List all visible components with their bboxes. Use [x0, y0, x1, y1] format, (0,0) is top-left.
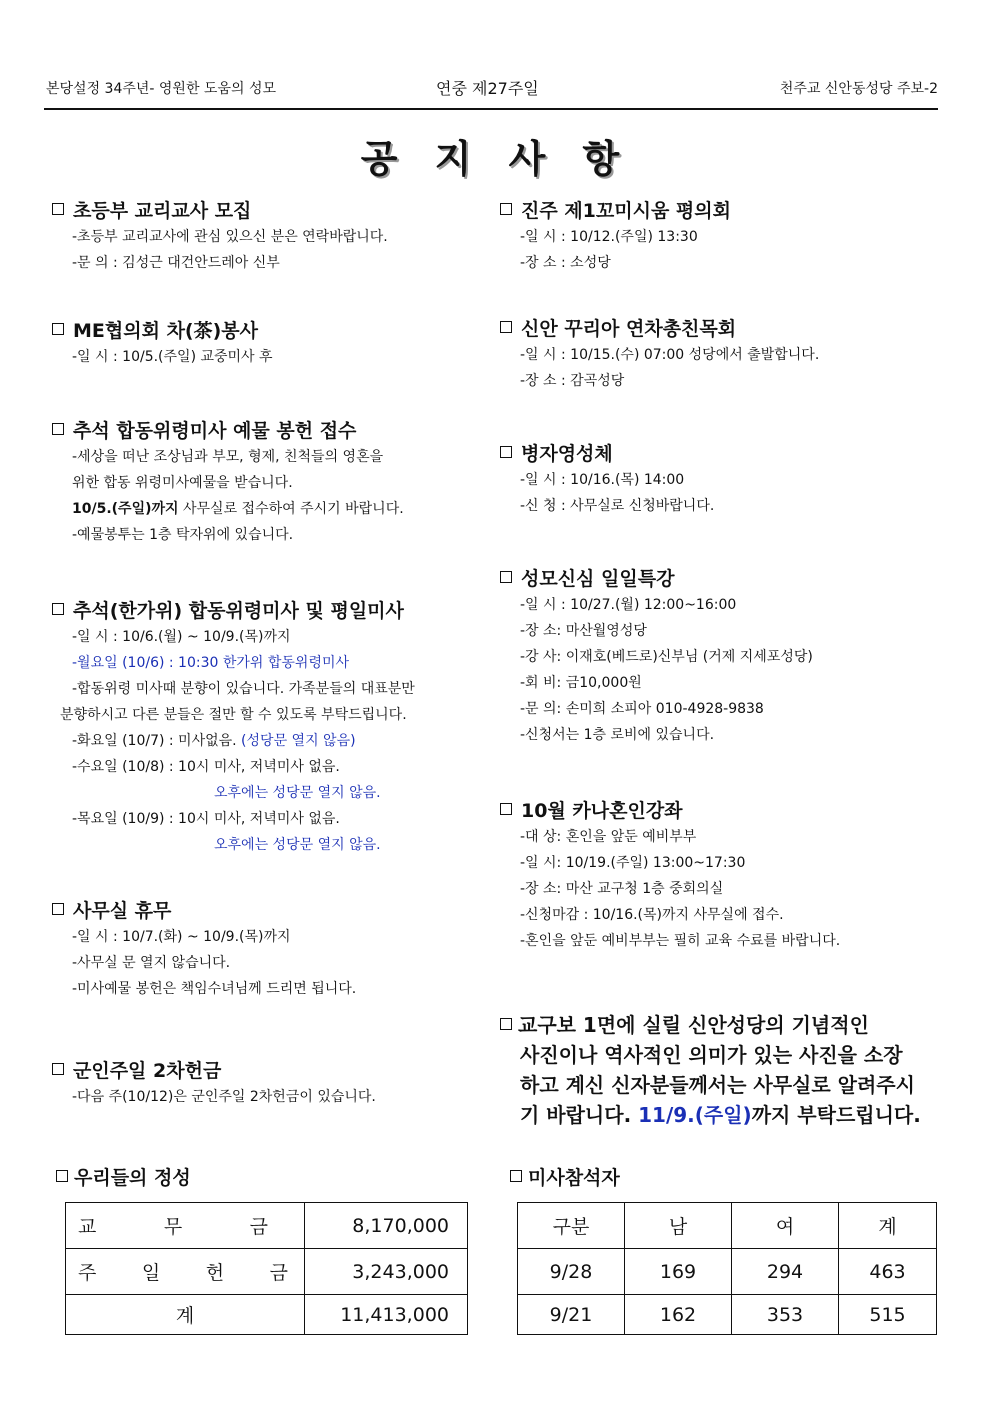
table-header-row	[518, 1203, 937, 1249]
deadline-text: 10/5.(주일)까지	[72, 501, 179, 517]
checkbox-icon	[52, 1063, 64, 1075]
checkbox-icon	[52, 903, 64, 915]
section-line: -초등부 교리교사에 관심 있으신 분은 연락바랍니다.	[72, 229, 388, 245]
section-line: -일 시 : 10/16.(목) 14:00	[520, 472, 685, 488]
section-heading: 추석 합동위령미사 예물 봉헌 접수	[73, 420, 357, 442]
checkbox-icon	[52, 323, 64, 335]
table-cell: 162	[625, 1295, 732, 1335]
offering-label: 교 무 금	[66, 1203, 305, 1249]
header-rule	[44, 108, 938, 110]
header-center: 연중 제27주일	[436, 79, 539, 98]
section-line: -일 시 : 10/15.(수) 07:00 성당에서 출발합니다.	[520, 347, 820, 363]
section-line-highlight: (성당문 열지 않음)	[236, 733, 356, 749]
checkbox-icon	[52, 423, 64, 435]
section-line: -화요일 (10/7) : 미사없음. (성당문 열지 않음)	[72, 733, 356, 749]
section-line: -세상을 떠난 조상님과 부모, 형제, 친척들의 영혼을	[72, 449, 384, 465]
checkbox-icon	[56, 1170, 68, 1182]
table-cell: 9/21	[518, 1295, 625, 1335]
section-line: -강 사: 이재호(베드로)신부님 (거제 지세포성당)	[520, 649, 813, 665]
checkbox-icon	[500, 203, 512, 215]
section-heading: 신안 꾸리아 연차총친목회	[521, 318, 737, 340]
section-line-highlight: -월요일 (10/6) : 10:30 한가위 합동위령미사	[72, 655, 350, 671]
section-line: -사무실 문 열지 않습니다.	[72, 955, 231, 971]
notice-line: 사진이나 역사적인 의미가 있는 사진을 소장	[520, 1043, 903, 1067]
table-cell: 463	[839, 1249, 937, 1295]
section-line: -일 시 : 10/12.(주일) 13:30	[520, 229, 698, 245]
section-heading: ME협의회 차(茶)봉사	[73, 320, 258, 342]
section-line: -문 의: 손미희 소피아 010-4928-9838	[520, 701, 764, 717]
checkbox-icon	[500, 803, 512, 815]
section-line: 위한 합동 위령미사예물을 받습니다.	[72, 475, 293, 491]
offering-value: 3,243,000	[305, 1249, 468, 1295]
section-comitium	[500, 198, 945, 276]
offering-label: 주 일 헌 금	[66, 1249, 305, 1295]
section-line: -다음 주(10/12)은 군인주일 2차헌금이 있습니다.	[72, 1089, 376, 1105]
checkbox-icon	[500, 321, 512, 333]
section-line: -미사예물 봉헌은 책임수녀님께 드리면 됩니다.	[72, 981, 357, 997]
section-line: -대 상: 혼인을 앞둔 예비부부	[520, 829, 697, 845]
offering-label: 계	[66, 1295, 305, 1335]
section-memorial-offering	[52, 418, 497, 548]
section-line: -목요일 (10/9) : 10시 미사, 저녁미사 없음.	[72, 811, 340, 827]
offering-value: 11,413,000	[305, 1295, 468, 1335]
table-cell: 294	[732, 1249, 839, 1295]
notice-line: 기 바랍니다. 11/9.(주일)까지 부탁드립니다.	[520, 1103, 921, 1127]
section-heading: 사무실 휴무	[73, 900, 172, 922]
table-cell: 9/28	[518, 1249, 625, 1295]
checkbox-icon	[500, 571, 512, 583]
table-row	[518, 1249, 937, 1295]
section-line-rest: 사무실로 접수하여 주시기 바랍니다.	[178, 501, 404, 517]
section-line: -장 소: 마산월영성당	[520, 623, 647, 639]
section-line: -합동위령 미사때 분향이 있습니다. 가족분들의 대표분만	[72, 681, 415, 697]
section-line: -일 시 : 10/7.(화) ~ 10/9.(목)까지	[72, 929, 291, 945]
section-heading: 군인주일 2차헌금	[73, 1060, 222, 1082]
section-cana-course	[500, 798, 945, 954]
table-row	[66, 1203, 468, 1249]
section-line: -일 시 : 10/6.(월) ~ 10/9.(목)까지	[72, 629, 291, 645]
header-left: 본당설정 34주년- 영원한 도움의 성모	[46, 81, 277, 97]
table-cell: 169	[625, 1249, 732, 1295]
section-heading: 초등부 교리교사 모집	[73, 200, 252, 222]
page-header	[46, 76, 938, 100]
section-line: -신 청 : 사무실로 신청바랍니다.	[520, 498, 715, 514]
section-line-highlight: 오후에는 성당문 열지 않음.	[214, 785, 381, 801]
section-me-tea	[52, 318, 497, 370]
section-line: 분향하시고 다른 분들은 절만 할 수 있도록 부탁드립니다.	[60, 707, 407, 723]
notice-line: 하고 계신 신자분들께서는 사무실로 알려주시	[520, 1073, 915, 1097]
table-cell: 353	[732, 1295, 839, 1335]
section-office-closed	[52, 898, 497, 1002]
attendance-table	[517, 1202, 937, 1335]
table-row	[66, 1249, 468, 1295]
attendance-title: 미사참석자	[510, 1163, 620, 1190]
section-line-highlight: 오후에는 성당문 열지 않음.	[214, 837, 381, 853]
table-row	[518, 1295, 937, 1335]
section-line: -장 소 : 소성당	[520, 255, 611, 271]
column-header: 구분	[518, 1203, 625, 1249]
offering-value: 8,170,000	[305, 1203, 468, 1249]
section-line: -신청마감 : 10/16.(목)까지 사무실에 접수.	[520, 907, 784, 923]
section-line: -일 시 : 10/27.(월) 12:00~16:00	[520, 597, 737, 613]
section-line: -장 소 : 감곡성당	[520, 373, 625, 389]
page-title: 공 지 사 항	[360, 137, 632, 181]
section-line: -회 비: 금10,000원	[520, 675, 642, 691]
section-marian-lecture	[500, 566, 945, 748]
offering-title: 우리들의 정성	[56, 1163, 191, 1190]
column-header: 여	[732, 1203, 839, 1249]
notice-line: 교구보 1면에 실릴 신안성당의 기념적인	[518, 1013, 869, 1037]
column-header: 남	[625, 1203, 732, 1249]
section-line: -예물봉투는 1층 탁자위에 있습니다.	[72, 527, 294, 543]
section-line: -일 시: 10/19.(주일) 13:00~17:30	[520, 855, 746, 871]
checkbox-icon	[500, 446, 512, 458]
checkbox-icon	[52, 603, 64, 615]
section-military-sunday	[52, 1058, 497, 1110]
section-line: -수요일 (10/8) : 10시 미사, 저녁미사 없음.	[72, 759, 340, 775]
section-heading: 진주 제1꼬미시움 평의회	[521, 200, 731, 222]
section-curia-gathering	[500, 316, 945, 394]
section-heading: 10월 카나혼인강좌	[521, 800, 683, 822]
section-photo-request	[500, 1010, 945, 1130]
section-line: -신청서는 1층 로비에 있습니다.	[520, 727, 715, 743]
offering-table	[65, 1202, 468, 1335]
header-right: 천주교 신안동성당 주보-2	[779, 81, 938, 97]
section-heading: 추석(한가위) 합동위령미사 및 평일미사	[73, 600, 404, 622]
checkbox-icon	[500, 1018, 512, 1030]
column-header: 계	[839, 1203, 937, 1249]
section-chuseok-mass	[52, 598, 497, 858]
section-line: -장 소: 마산 교구청 1층 중회의실	[520, 881, 724, 897]
table-cell: 515	[839, 1295, 937, 1335]
checkbox-icon	[52, 203, 64, 215]
section-teacher-recruit	[52, 198, 497, 276]
section-heading: 성모신심 일일특강	[521, 568, 675, 590]
section-line: -일 시 : 10/5.(주일) 교중미사 후	[72, 349, 273, 365]
section-heading: 병자영성체	[521, 443, 613, 465]
deadline-text: 11/9.(주일)	[638, 1103, 752, 1127]
table-row	[66, 1295, 468, 1335]
section-line: -혼인을 앞둔 예비부부는 필히 교육 수료를 바랍니다.	[520, 933, 841, 949]
section-line	[52, 496, 497, 522]
section-sick-communion	[500, 441, 945, 519]
section-line: -문 의 : 김성근 대건안드레아 신부	[72, 255, 280, 271]
checkbox-icon	[510, 1170, 522, 1182]
